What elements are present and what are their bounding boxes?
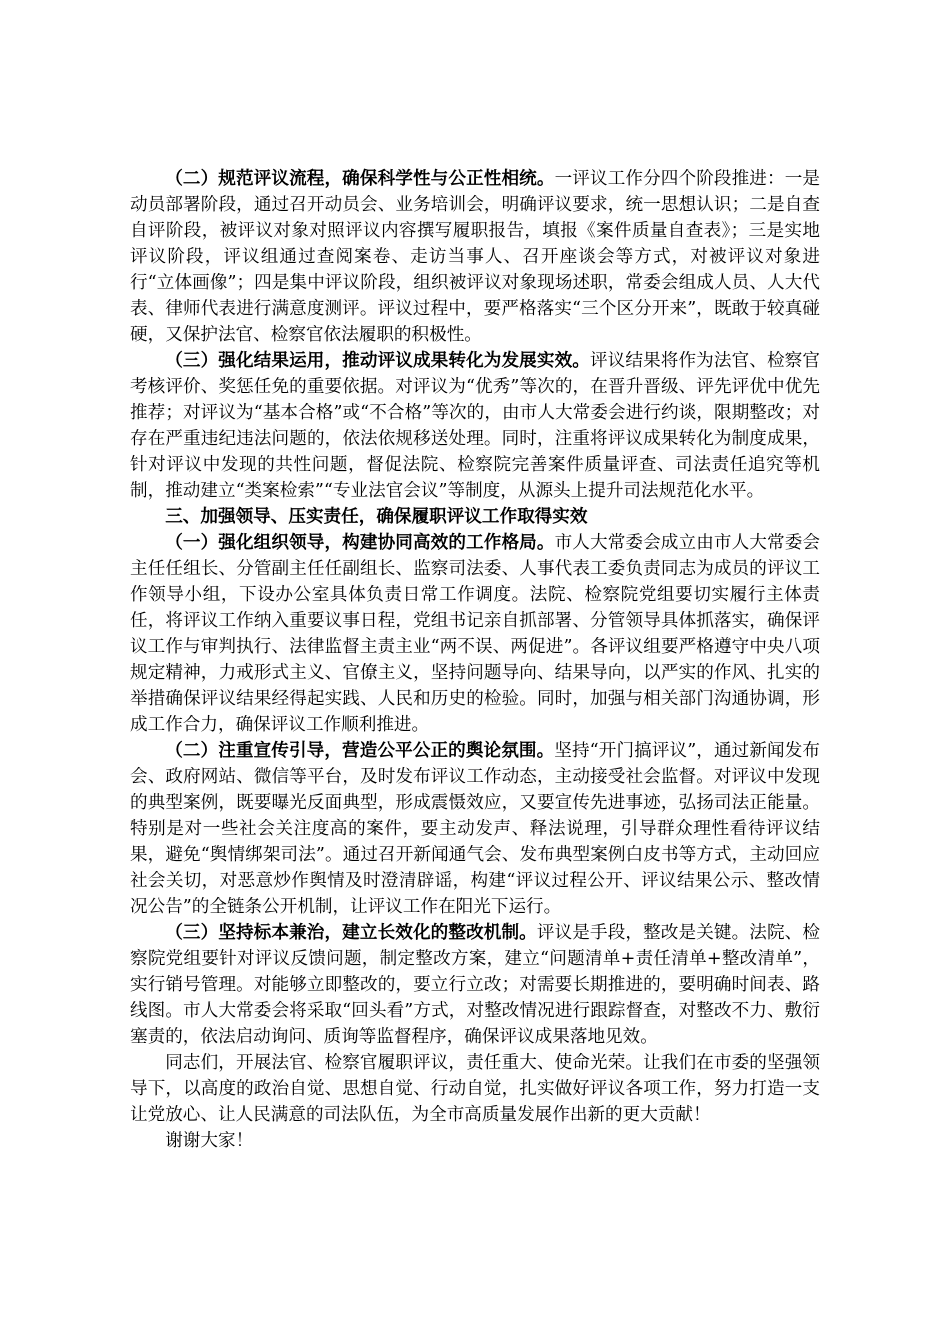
paragraph-lead: （二）规范评议流程，确保科学性与公正性相统。 xyxy=(165,168,555,189)
paragraph-lead: （一）强化组织领导，构建协同高效的工作格局。 xyxy=(165,532,555,553)
paragraph-text: 坚持“开门搞评议”，通过新闻发布会、政府网站、微信等平台，及时发布评议工作动态，主动接受社会监督。对评议中发现的典型案例，既要曝光反面典型，形成震慑效应，又要宣传先进事迹，弘扬司法正能量。特别是对一些社会关注度高的案件，要主动发声、释法说理，引导群众理性看待评议结果，避免“舆情绑架司法”。通过召开新闻通气会、发布典型案例白皮书等方式，主动回应社会关切，对恶意炒作舆情及时澄清辟谣，构建“评议过程公开、评议结果公示、整改情况公告”的全链条公开机制，让评议工作在阳光下运行。 xyxy=(130,741,820,917)
paragraph-text: 一评议工作分四个阶段推进：一是动员部署阶段，通过召开动员会、业务培训会，明确评议要求，统一思想认识；二是自查自评阶段，被评议对象对照评议内容撰写履职报告，填报《案件质量自查表》；三是实地评议阶段，评议组通过查阅案卷、走访当事人、召开座谈会等方式，对被评议对象进行“立体画像”；四是集中评议阶段，组织被评议对象现场述职，常委会组成人员、人大代表、律师代表进行满意度测评。评议过程中，要严格落实“三个区分开来”，既敢于较真碰硬，又保护法官、检察官依法履职的积极性。 xyxy=(130,169,820,345)
paragraph-lead: （三）坚持标本兼治，建立长效化的整改机制。 xyxy=(165,922,537,943)
paragraph-lead: （二）注重宣传引导，营造公平公正的舆论氛围。 xyxy=(165,740,555,761)
paragraph-text: 市人大常委会成立由市人大常委会主任任组长、分管副主任任副组长、监察司法委、人事代表工委负责同志为成员的评议工作领导小组，下设办公室具体负责日常工作调度。法院、检察院党组要切实履行主体责任，将评议工作纳入重要议事日程，党组书记亲自抓部署、分管领导具体抓落实，确保评议工作与审判执行、法律监督主责主业“两不误、两促进”。各评议组要严格遵守中央八项规定精神，力戒形式主义、官僚主义，坚持问题导向、结果导向，以严实的作风、扎实的举措确保评议结果经得起实践、人民和历史的检验。同时，加强与相关部门沟通协调，形成工作合力，确保评议工作顺利推进。 xyxy=(130,533,820,735)
paragraph-closing: 同志们，开展法官、检察官履职评议，责任重大、使命光荣。让我们在市委的坚强领导下，以高度的政治自觉、思想自觉、行动自觉，扎实做好评议各项工作，努力打造一支让党放心、让人民满意的司法队伍，为全市高质量发展作出新的更大贡献！ xyxy=(130,1053,820,1125)
paragraph-rectification-mechanism xyxy=(130,920,820,1050)
paragraph-text: 评议是手段，整改是关键。法院、检察院党组要针对评议反馈问题，制定整改方案，建立“问题清单+责任清单+整改清单”，实行销号管理。对能够立即整改的，要立行立改；对需要长期推进的，要明确时间表、路线图。市人大常委会将采取“回头看”方式，对整改情况进行跟踪督查，对整改不力、敷衍塞责的，依法启动询问、质询等监督程序，确保评议成果落地见效。 xyxy=(130,923,820,1047)
paragraph-lead: （三）强化结果运用，推动评议成果转化为发展实效。 xyxy=(165,350,590,371)
section-heading-3: 三、加强领导、压实责任，确保履职评议工作取得实效 xyxy=(165,506,588,527)
paragraph-standardize-process xyxy=(130,166,820,348)
paragraph-publicity-guidance xyxy=(130,738,820,920)
document-body xyxy=(130,166,820,1154)
paragraph-text: 评议结果将作为法官、检察官考核评价、奖惩任免的重要依据。对评议为“优秀”等次的，在晋升晋级、评先评优中优先推荐；对评议为“基本合格”或“不合格”等次的，由市人大常委会进行约谈，限期整改；对存在严重违纪违法问题的，依法依规移送处理。同时，注重将评议成果转化为制度成果，针对评议中发现的共性问题，督促法院、检察院完善案件质量评查、司法责任追究等机制，推动建立“类案检索”“专业法官会议”等制度，从源头上提升司法规范化水平。 xyxy=(130,351,820,501)
paragraph-apply-results xyxy=(130,348,820,504)
paragraph-organization-leadership xyxy=(130,530,820,738)
paragraph-thanks: 谢谢大家！ xyxy=(165,1131,254,1151)
